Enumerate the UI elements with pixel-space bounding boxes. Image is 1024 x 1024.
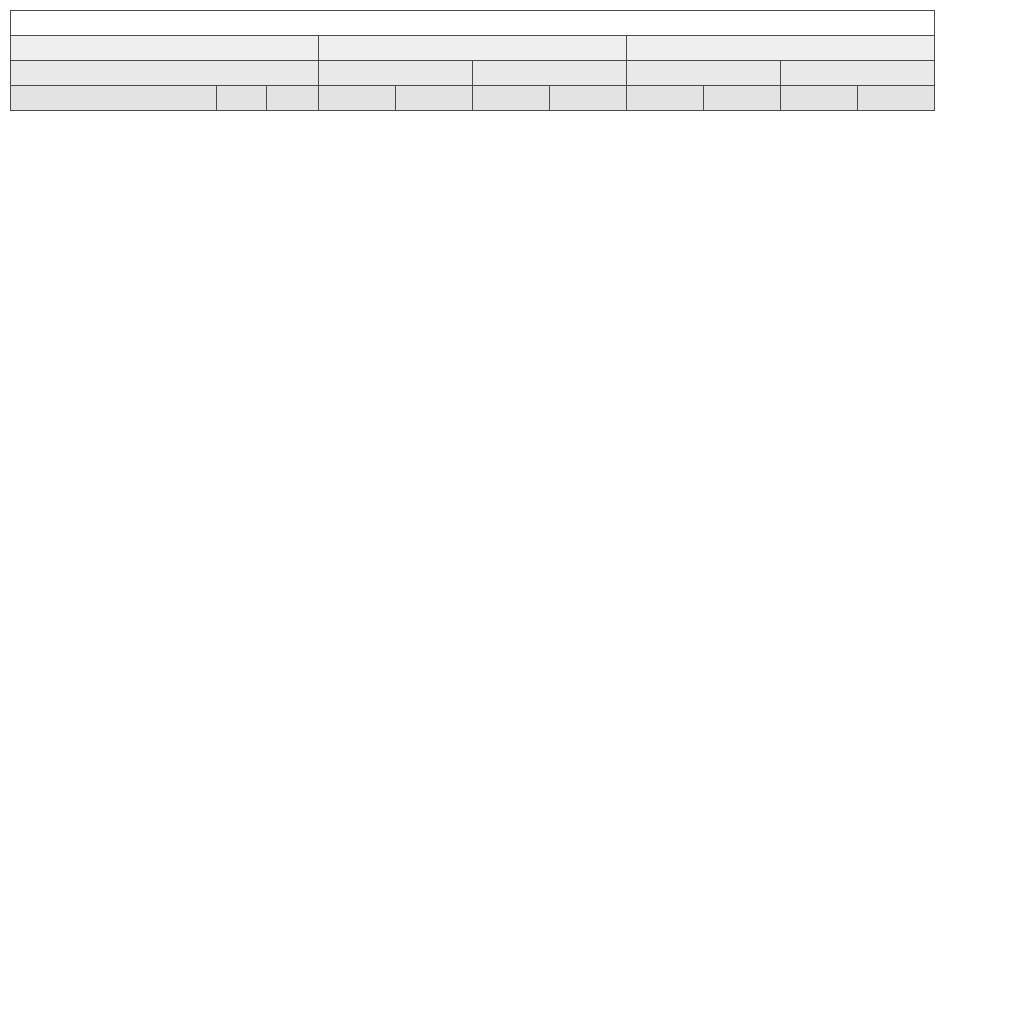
oblique-header: [396, 86, 473, 111]
mode-header-std-low: [627, 61, 781, 86]
oblique-header: [319, 86, 396, 111]
colorbar: [948, 36, 975, 496]
mode-header-avg-low: [319, 61, 473, 86]
oblique-header: [781, 86, 858, 111]
oblique-header: [473, 86, 550, 111]
statistics-table: [10, 10, 935, 111]
group-average-header: [319, 36, 627, 61]
freq-header: [267, 86, 319, 111]
mode-header-avg-high: [473, 61, 627, 86]
oblique-header: [858, 86, 935, 111]
group-std-header: [627, 36, 935, 61]
oblique-header: [704, 86, 781, 111]
mode-header-row: [11, 61, 935, 86]
group-header-row: [11, 36, 935, 61]
column-header-row: [11, 86, 935, 111]
oblique-header: [627, 86, 704, 111]
oblique-header: [550, 86, 627, 111]
title-row: [11, 11, 935, 36]
city-state-header: [11, 86, 217, 111]
site-info-header: [11, 61, 319, 86]
id-header: [217, 86, 267, 111]
date-range: [11, 36, 319, 61]
mode-header-std-high: [781, 61, 935, 86]
table-title: [11, 11, 935, 36]
